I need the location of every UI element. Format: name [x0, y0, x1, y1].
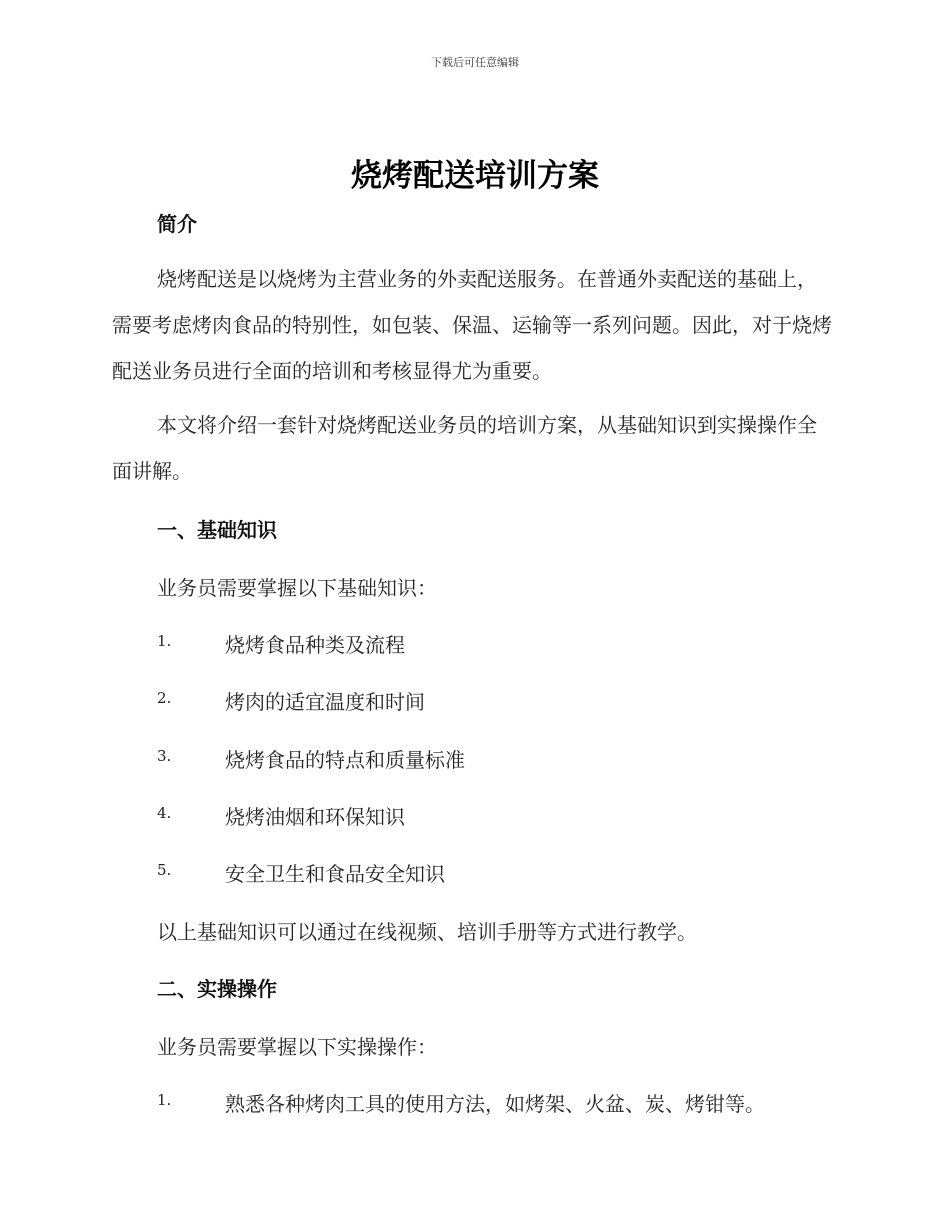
- intro-paragraph-2: 本文将介绍一套针对烧烤配送业务员的培训方案，从基础知识到实操操作全面讲解。: [112, 413, 817, 483]
- list-number: 1.: [157, 1091, 172, 1109]
- list-text: 烧烤食品的特点和质量标准: [225, 748, 465, 772]
- document-title: 烧烤配送培训方案: [351, 158, 599, 194]
- list-text: 烧烤油烟和环保知识: [225, 805, 405, 829]
- section1-lead: 业务员需要掌握以下基础知识：: [157, 576, 437, 600]
- list-number: 5.: [157, 861, 172, 879]
- section2-heading: 二、实操操作: [157, 977, 277, 1001]
- intro-paragraph-1: 烧烤配送是以烧烤为主营业务的外卖配送服务。在普通外卖配送的基础上，需要考虑烤肉食品的特别性，如包装、保温、运输等一系列问题。因此，对于烧烤配送业务员进行全面的培训和考核显得尤为重要。: [112, 267, 832, 383]
- section1-heading: 一、基础知识: [157, 518, 277, 542]
- list-text: 安全卫生和食品安全知识: [225, 862, 445, 886]
- list-text: 熟悉各种烤肉工具的使用方法，如烤架、火盆、炭、烤钳等。: [225, 1092, 765, 1116]
- section1-closing: 以上基础知识可以通过在线视频、培训手册等方式进行教学。: [157, 920, 697, 944]
- header-note: 下载后可任意编辑: [431, 56, 519, 69]
- list-number: 1.: [157, 632, 172, 650]
- list-number: 2.: [157, 689, 172, 707]
- section2-lead: 业务员需要掌握以下实操操作：: [157, 1035, 437, 1059]
- list-text: 烧烤食品种类及流程: [225, 633, 405, 657]
- intro-heading: 简介: [157, 212, 197, 236]
- list-number: 4.: [157, 804, 172, 822]
- list-number: 3.: [157, 747, 172, 765]
- list-text: 烤肉的适宜温度和时间: [225, 690, 425, 714]
